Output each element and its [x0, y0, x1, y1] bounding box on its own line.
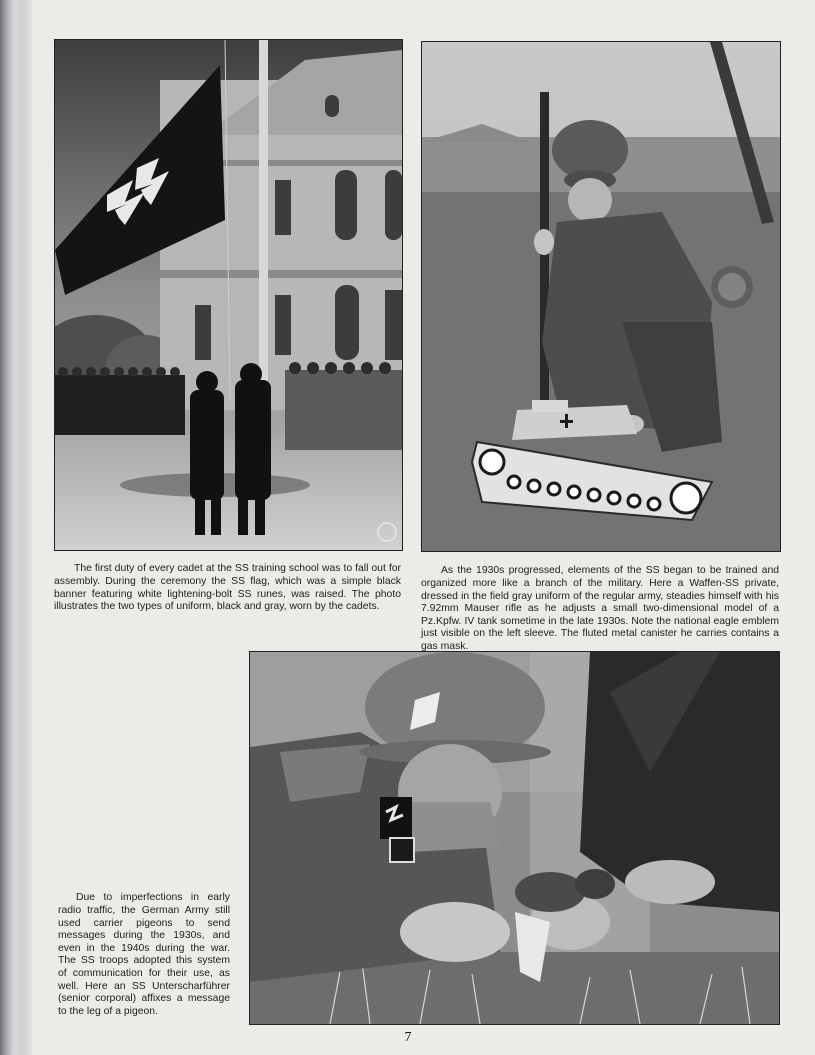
- carrier-pigeon-caption: Due to imperfections in early radio traffic, the German Army still used carrier pigeons to send messages during the 1930s, and even in the 1940s during the war. The SS troops adopted this system of communication for their use, as well. Here an SS Unterscharführer (senior corporal) affixes a message to the leg of a pigeon.: [58, 892, 230, 1017]
- ss-flag-ceremony-photo: [54, 39, 403, 551]
- waffen-ss-private-tank-model-photo: [421, 41, 781, 552]
- tank-model-caption: As the 1930s progressed, elements of the SS began to be trained and organized more like a branch of the military. Here a Waffen-SS private, dressed in the field gray uniform of the regular army, steadies himself with his 7.92mm Mauser rifle as he adjusts a small two-dimensional model of a Pz.Kpfw. IV tank sometime in the late 1930s. Note the national eagle emblem just visible on the left sleeve. The fluted metal canister he carries contains a gas mask.: [421, 565, 779, 652]
- carrier-pigeon-photo: [249, 651, 780, 1025]
- book-gutter-edge: [0, 0, 32, 1055]
- flag-ceremony-caption: The first duty of every cadet at the SS training school was to fall out for assembly. During the ceremony the SS flag, which was a simple black banner featuring white lightening-bolt SS runes, was raised. The photo illustrates the two types of uniform, black and gray, worn by the cadets.: [54, 563, 401, 613]
- page-number: 7: [404, 1030, 412, 1045]
